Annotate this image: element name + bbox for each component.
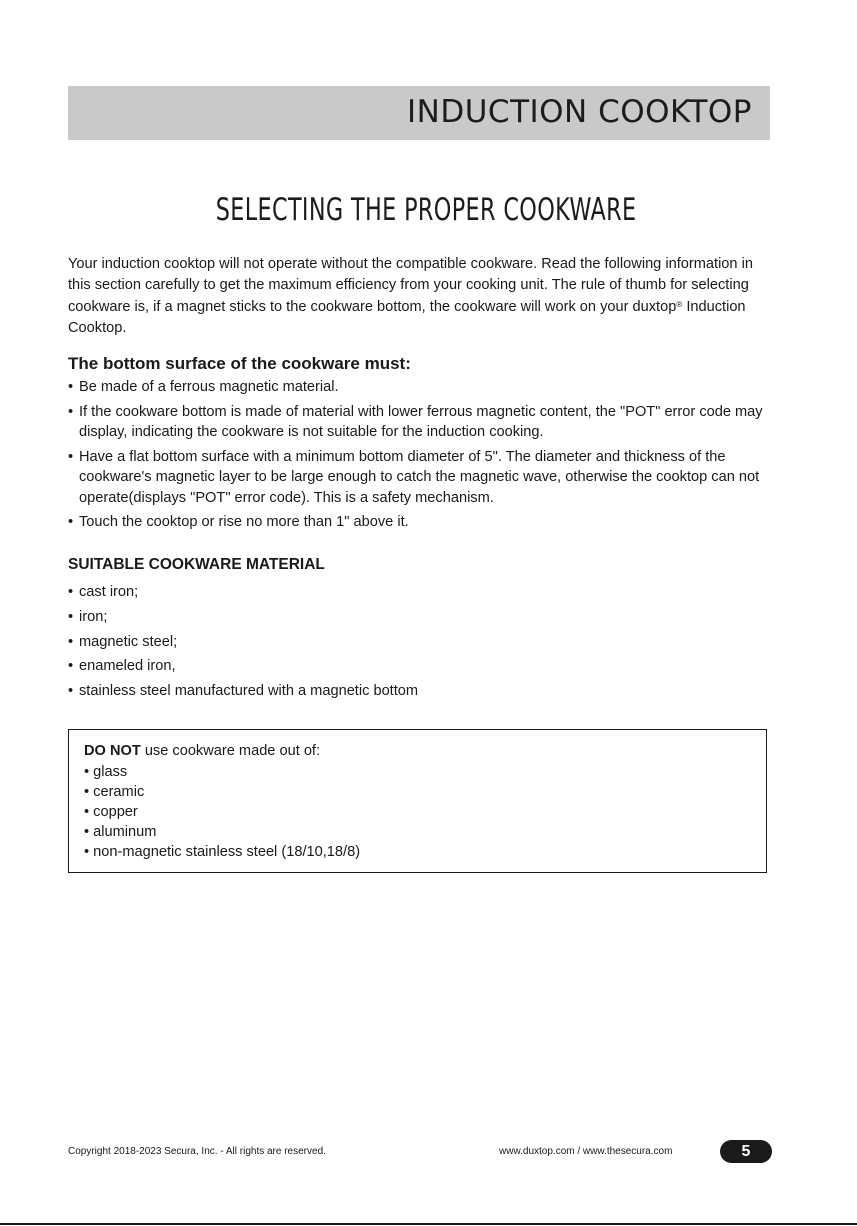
list-item: • enameled iron,: [68, 656, 788, 677]
intro-text: Your induction cooktop will not operate without the compatible cookware. Read the following information in this section carefully to get the maximum efficiency from your cooking unit. The rule of thumb for selecting cookware is, if a magnet sticks to the cookware bottom, the cookware will work on your duxtop: [68, 256, 753, 315]
footer-copyright: Copyright 2018-2023 Secura, Inc. - All rights are reserved.: [68, 1146, 326, 1157]
list-item: • Have a flat bottom surface with a minimum bottom diameter of 5". The diameter and thickness of the cookware's magnetic layer to be large enough to catch the magnetic wave, otherwise the cooktop can not operate(displays "POT" error code). This is a safety mechanism.: [68, 447, 788, 509]
list-item: • non-magnetic stainless steel (18/10,18/8): [84, 844, 361, 860]
do-not-emphasis: DO NOT: [84, 743, 141, 759]
header-title: INDUCTION COOKTOP: [407, 94, 752, 130]
list-item: • magnetic steel;: [68, 632, 788, 653]
do-not-lead: [84, 741, 320, 761]
list-item: • iron;: [68, 607, 788, 628]
bottom-surface-list: [68, 377, 788, 537]
list-item: • cast iron;: [68, 582, 788, 603]
list-item: • ceramic: [84, 784, 145, 800]
footer-websites: www.duxtop.com / www.thesecura.com: [499, 1146, 673, 1157]
list-item: • Touch the cooktop or rise no more than 1" above it.: [68, 512, 788, 533]
header-band: [68, 86, 770, 140]
list-item: • stainless steel manufactured with a magnetic bottom: [68, 681, 788, 702]
suitable-material-list: [68, 582, 788, 706]
registered-mark: ®: [676, 300, 683, 309]
bottom-surface-heading: The bottom surface of the cookware must:: [68, 354, 411, 373]
list-item: • Be made of a ferrous magnetic material.: [68, 377, 788, 398]
list-item: • copper: [84, 804, 138, 820]
do-not-lead-text: use cookware made out of:: [140, 743, 321, 759]
list-item: • glass: [84, 764, 128, 780]
bottom-rule: [0, 1223, 857, 1225]
suitable-material-heading: SUITABLE COOKWARE MATERIAL: [68, 556, 325, 573]
page-number-badge: 5: [720, 1140, 772, 1163]
do-not-use-list: [84, 762, 360, 862]
list-item: • aluminum: [84, 824, 157, 840]
intro-paragraph: [68, 254, 778, 338]
intro-text-end: Induction Cooktop.: [68, 299, 746, 336]
do-not-use-box: [68, 729, 767, 873]
list-item: • If the cookware bottom is made of material with lower ferrous magnetic content, the "POT" error code may display, indicating the cookware is not suitable for the induction cooking.: [68, 402, 788, 443]
page-title: SELECTING THE PROPER COOKWARE: [215, 192, 637, 228]
